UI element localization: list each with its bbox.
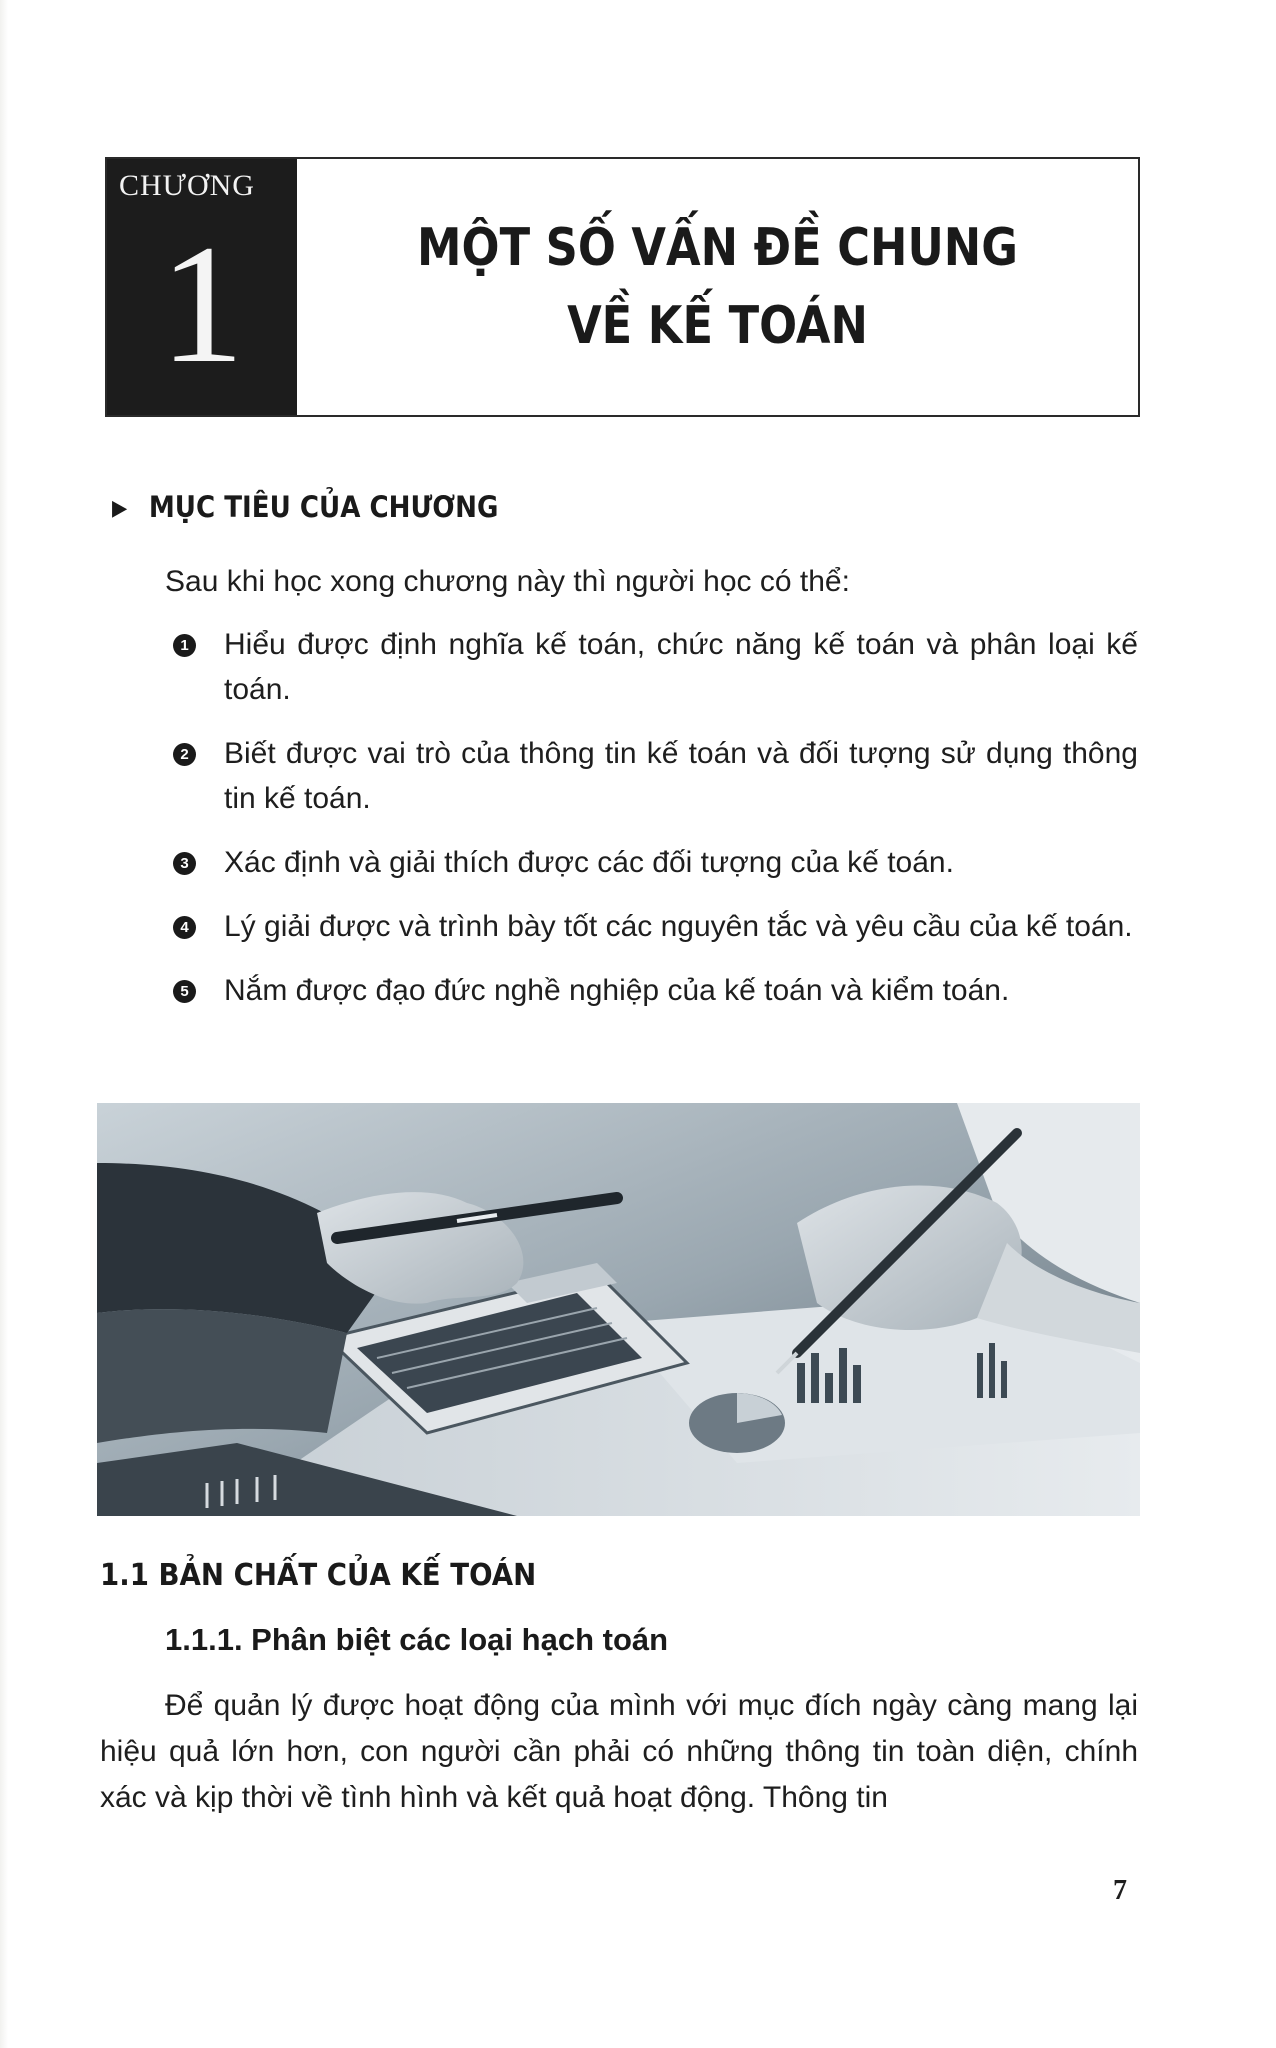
chapter-title <box>356 209 1079 365</box>
chapter-header <box>105 157 1140 417</box>
numbered-bullet-icon: 2 <box>173 743 196 766</box>
subsection-heading: 1.1.1. Phân biệt các loại hạch toán <box>165 1622 669 1657</box>
objectives-heading <box>112 490 498 524</box>
chapter-number-box <box>107 159 297 415</box>
triangle-bullet-icon: ▶ <box>112 496 128 521</box>
numbered-bullet-icon: 3 <box>173 852 196 875</box>
section-heading: 1.1 BẢN CHẤT CỦA KẾ TOÁN <box>100 1558 537 1593</box>
list-item <box>168 904 1138 949</box>
chapter-label: CHƯƠNG <box>119 169 255 202</box>
objective-text: Lý giải được và trình bày tốt các nguyên tắc và yêu cầu của kế toán. <box>224 910 1133 943</box>
objective-text: Xác định và giải thích được các đối tượng của kế toán. <box>224 846 954 879</box>
numbered-bullet-icon: 5 <box>173 980 196 1003</box>
objectives-intro: Sau khi học xong chương này thì người học có thể: <box>165 565 850 598</box>
chapter-title-line-1: MỘT SỐ VẤN ĐỀ CHUNG <box>417 218 1018 278</box>
objectives-heading-text: MỤC TIÊU CỦA CHƯƠNG <box>148 490 499 524</box>
list-item <box>168 622 1138 712</box>
objective-text: Hiểu được định nghĩa kế toán, chức năng kế toán và phân loại kế toán. <box>224 628 1138 706</box>
page-edge <box>0 0 8 2048</box>
chapter-number: 1 <box>159 210 245 398</box>
body-paragraph: Để quản lý được hoạt động của mình với mục đích ngày càng mang lại hiệu quả lớn hơn, con người cần phải có những thông tin toàn diện, chính xác và kịp thời về tình hình và kết quả hoạt động. Thông tin <box>100 1689 1138 1814</box>
list-item <box>168 731 1138 821</box>
objectives-list <box>168 622 1138 1032</box>
numbered-bullet-icon: 1 <box>173 634 196 657</box>
chapter-title-line-2: VỀ KẾ TOÁN <box>567 296 868 356</box>
objective-text: Nắm được đạo đức nghề nghiệp của kế toán và kiểm toán. <box>224 974 1010 1007</box>
objective-text: Biết được vai trò của thông tin kế toán và đối tượng sử dụng thông tin kế toán. <box>224 737 1138 815</box>
list-item <box>168 968 1138 1013</box>
list-item <box>168 840 1138 885</box>
accounting-photo <box>97 1103 1140 1516</box>
page-number: 7 <box>1113 1875 1127 1906</box>
numbered-bullet-icon: 4 <box>173 916 196 939</box>
